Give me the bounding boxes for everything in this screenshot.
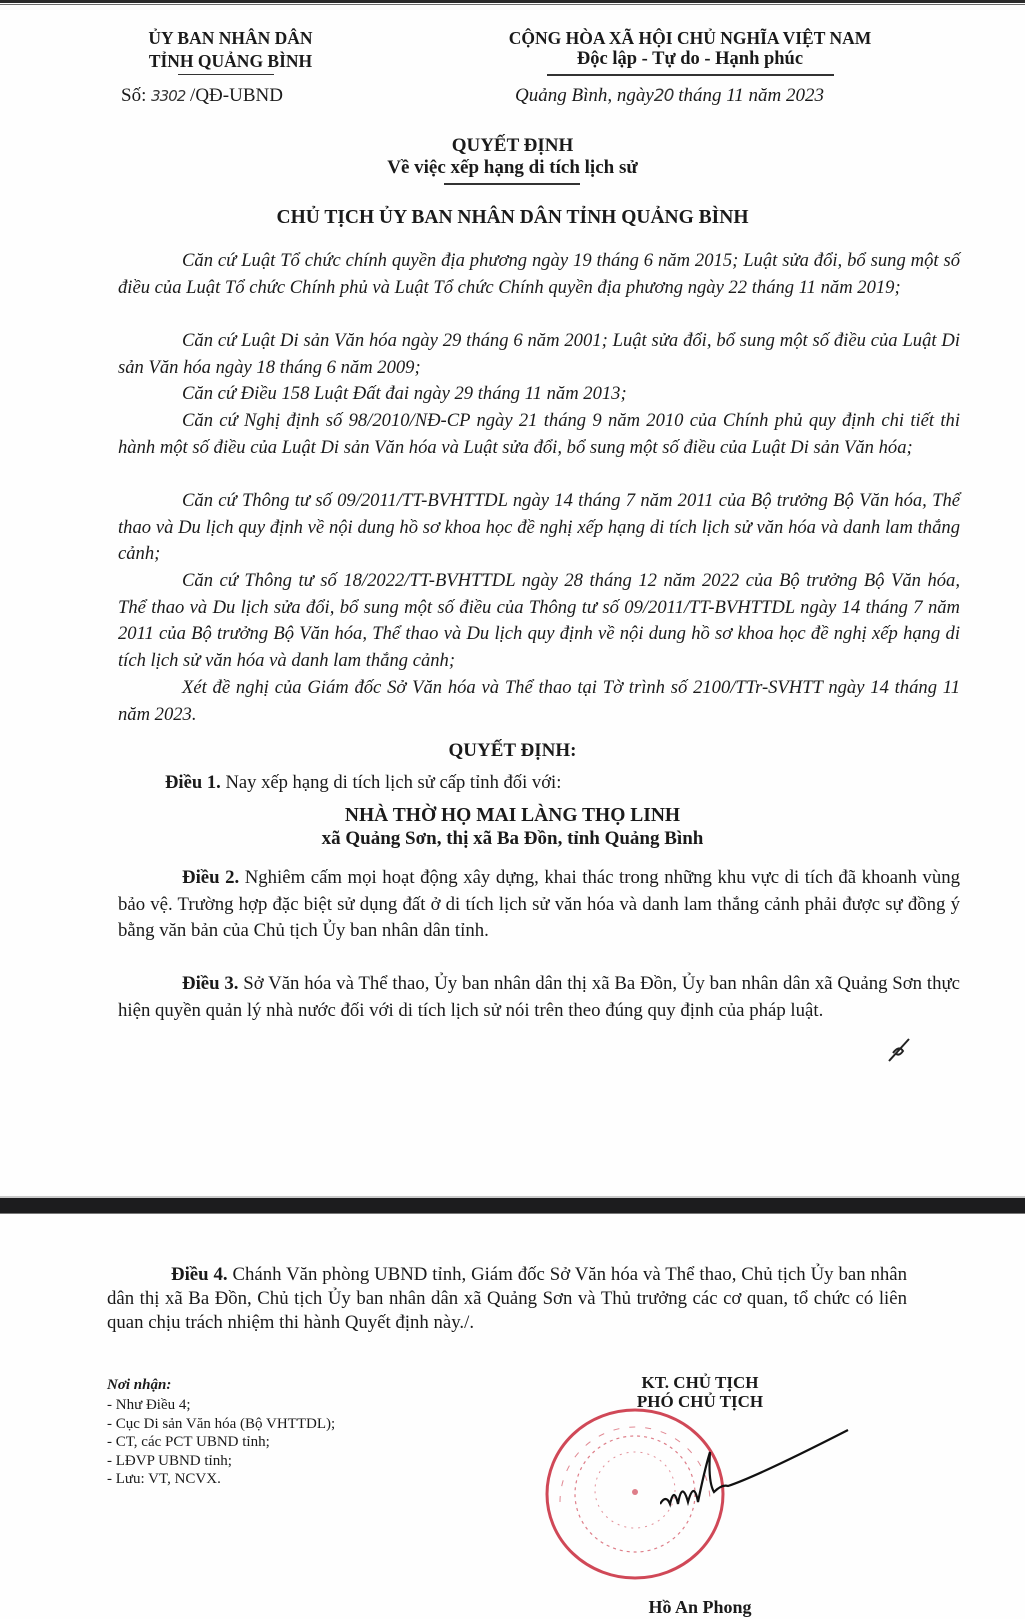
- article-4-text: Chánh Văn phòng UBND tỉnh, Giám đốc Sở Văn hóa và Thể thao, Chủ tịch Ủy ban nhân dân thị xã Ba Đồn, Chủ tịch Ủy ban nhân dân xã Quảng Sơn và Thủ trưởng các cơ quan, tổ chức có liên quan chịu trách nhiệm thi hành Quyết định này./.: [107, 1264, 908, 1333]
- issuing-authority: CHỦ TỊCH ỦY BAN NHÂN DÂN TỈNH QUẢNG BÌNH: [276, 207, 749, 228]
- article-1-text: Nay xếp hạng di tích lịch sử cấp tỉnh đối với:: [225, 772, 562, 793]
- preamble-4-text: Căn cứ Nghị định số 98/2010/NĐ-CP ngày 21 tháng 9 năm 2010 của Chính phủ quy định chi tiết thi hành một số điều của Luật Di sản Văn hóa và Luật sửa đổi, bổ sung một số điều của Luật Di sản Văn hóa;: [118, 410, 960, 458]
- article-1: [165, 772, 561, 794]
- document-number: [121, 85, 283, 107]
- motto-underline: [547, 74, 834, 76]
- recipients-list: [107, 1396, 335, 1489]
- document-page-1: [0, 5, 1025, 1195]
- signature-position: PHÓ CHỦ TỊCH: [636, 1392, 764, 1411]
- signature-on-behalf: KT. CHỦ TỊCH: [641, 1373, 759, 1392]
- document-page-2: [0, 1214, 1025, 1619]
- document-subject: Về việc xếp hạng di tích lịch sử: [387, 157, 638, 178]
- recipient-item: - Như Điều 4;: [107, 1397, 191, 1413]
- article-2-text: Nghiêm cấm mọi hoạt động xây dựng, khai thác trong những khu vực di tích đã khoanh vùng bảo vệ. Trường hợp đặc biệt sử dụng đất ở di tích lịch sử văn hóa và danh lam thắng cảnh phải được sự đồng ý bằng văn bản của Chủ tịch Ủy ban nhân dân tỉnh.: [118, 867, 960, 941]
- preamble-2-text: Căn cứ Luật Di sản Văn hóa ngày 29 tháng 6 năm 2001; Luật sửa đổi, bổ sung một số điều của Luật Di sản Văn hóa ngày 18 tháng 6 năm 2009;: [118, 330, 960, 378]
- preamble-1: [118, 248, 960, 301]
- site-location: xã Quảng Sơn, thị xã Ba Đồn, tỉnh Quảng Bình: [321, 828, 704, 849]
- page-separator: [0, 1196, 1025, 1214]
- recipient-item: - Cục Di sản Văn hóa (Bộ VHTTDL);: [107, 1415, 336, 1432]
- preamble-3: [118, 381, 960, 408]
- preamble-7-text: Xét đề nghị của Giám đốc Sở Văn hóa và Thể thao tại Tờ trình số 2100/TTr-SVHTT ngày 14 tháng 11 năm 2023.: [118, 677, 960, 725]
- signer-name: Hồ An Phong: [648, 1597, 752, 1617]
- subject-underline: [444, 183, 580, 185]
- article-4-label: Điều 4.: [171, 1264, 228, 1285]
- article-2-label: Điều 2.: [182, 867, 240, 888]
- agency-underline: [178, 74, 274, 75]
- article-1-label: Điều 1.: [165, 772, 221, 793]
- preamble-6: [118, 568, 960, 674]
- agency-name-line2: [118, 51, 343, 72]
- initial-mark-icon: [885, 1035, 915, 1067]
- site-name: NHÀ THỜ HỌ MAI LÀNG THỌ LINH: [344, 805, 681, 826]
- date-prefix: Quảng Bình, ngày: [515, 85, 654, 106]
- recipient-item: - LĐVP UBND tỉnh;: [107, 1452, 232, 1469]
- preamble-2: [118, 328, 960, 381]
- issue-date: [515, 85, 824, 107]
- preamble-4: [118, 408, 960, 461]
- decision-heading: QUYẾT ĐỊNH:: [448, 740, 577, 761]
- article-3: [118, 971, 960, 1024]
- preamble-6-text: Căn cứ Thông tư số 18/2022/TT-BVHTTDL ngày 28 tháng 12 năm 2022 của Bộ trưởng Bộ Văn hóa, Thể thao và Du lịch sửa đổi, bổ sung một số điều của Thông tư số 09/2011/TT-BVHTTDL ngày 14 tháng 7 năm 2011 của Bộ trưởng Bộ Văn hóa, Thể thao và Du lịch quy định về nội dung hồ sơ khoa học đề nghị xếp hạng di tích lịch sử văn hóa và danh lam thắng cảnh;: [118, 570, 960, 671]
- number-prefix: Số:: [121, 85, 147, 106]
- article-2: [118, 865, 960, 945]
- nation-title: CỘNG HÒA XÃ HỘI CHỦ NGHĨA VIỆT NAM: [508, 28, 872, 48]
- number-suffix: /QĐ-UBND: [190, 85, 283, 106]
- motto-text: Độc lập - Tự do - Hạnh phúc: [576, 49, 804, 69]
- preamble-5-text: Căn cứ Thông tư số 09/2011/TT-BVHTTDL ngày 14 tháng 7 năm 2011 của Bộ trưởng Bộ Văn hóa, Thể thao và Du lịch quy định về nội dung hồ sơ khoa học đề nghị xếp hạng di tích lịch sử văn hóa và danh lam thắng cảnh;: [118, 490, 960, 564]
- preamble-5: [118, 488, 960, 568]
- document-title: QUYẾT ĐỊNH: [451, 135, 574, 156]
- signature-icon: [660, 1414, 860, 1534]
- preamble-1-text: Căn cứ Luật Tổ chức chính quyền địa phương ngày 19 tháng 6 năm 2015; Luật sửa đổi, bổ sung một số điều của Luật Tổ chức Chính phủ và Luật Tổ chức Chính quyền địa phương ngày 22 tháng 11 năm 2019;: [118, 250, 960, 298]
- article-3-text: Sở Văn hóa và Thể thao, Ủy ban nhân dân thị xã Ba Đồn, Ủy ban nhân dân xã Quảng Sơn thực hiện quyền quản lý nhà nước đối với di tích lịch sử nói trên theo đúng quy định của pháp luật.: [118, 973, 961, 1021]
- article-4: [107, 1263, 907, 1335]
- agency-name-line2-text: TỈNH QUẢNG BÌNH: [148, 51, 313, 71]
- date-suffix: tháng 11 năm 2023: [678, 85, 825, 106]
- top-border: [0, 0, 1025, 3]
- preamble-3-text: Căn cứ Điều 158 Luật Đất đai ngày 29 tháng 11 năm 2013;: [182, 383, 627, 404]
- motto: [440, 49, 940, 70]
- date-day-handwritten: 20: [653, 86, 674, 106]
- preamble-7: [118, 675, 960, 728]
- number-handwritten: 3302: [151, 87, 186, 105]
- agency-name-line1: ỦY BAN NHÂN DÂN: [148, 28, 313, 48]
- recipient-item: - CT, các PCT UBND tỉnh;: [107, 1434, 270, 1450]
- recipient-item: - Lưu: VT, NCVX.: [107, 1471, 221, 1487]
- article-3-label: Điều 3.: [182, 973, 239, 994]
- recipients-heading: Nơi nhận:: [107, 1377, 172, 1393]
